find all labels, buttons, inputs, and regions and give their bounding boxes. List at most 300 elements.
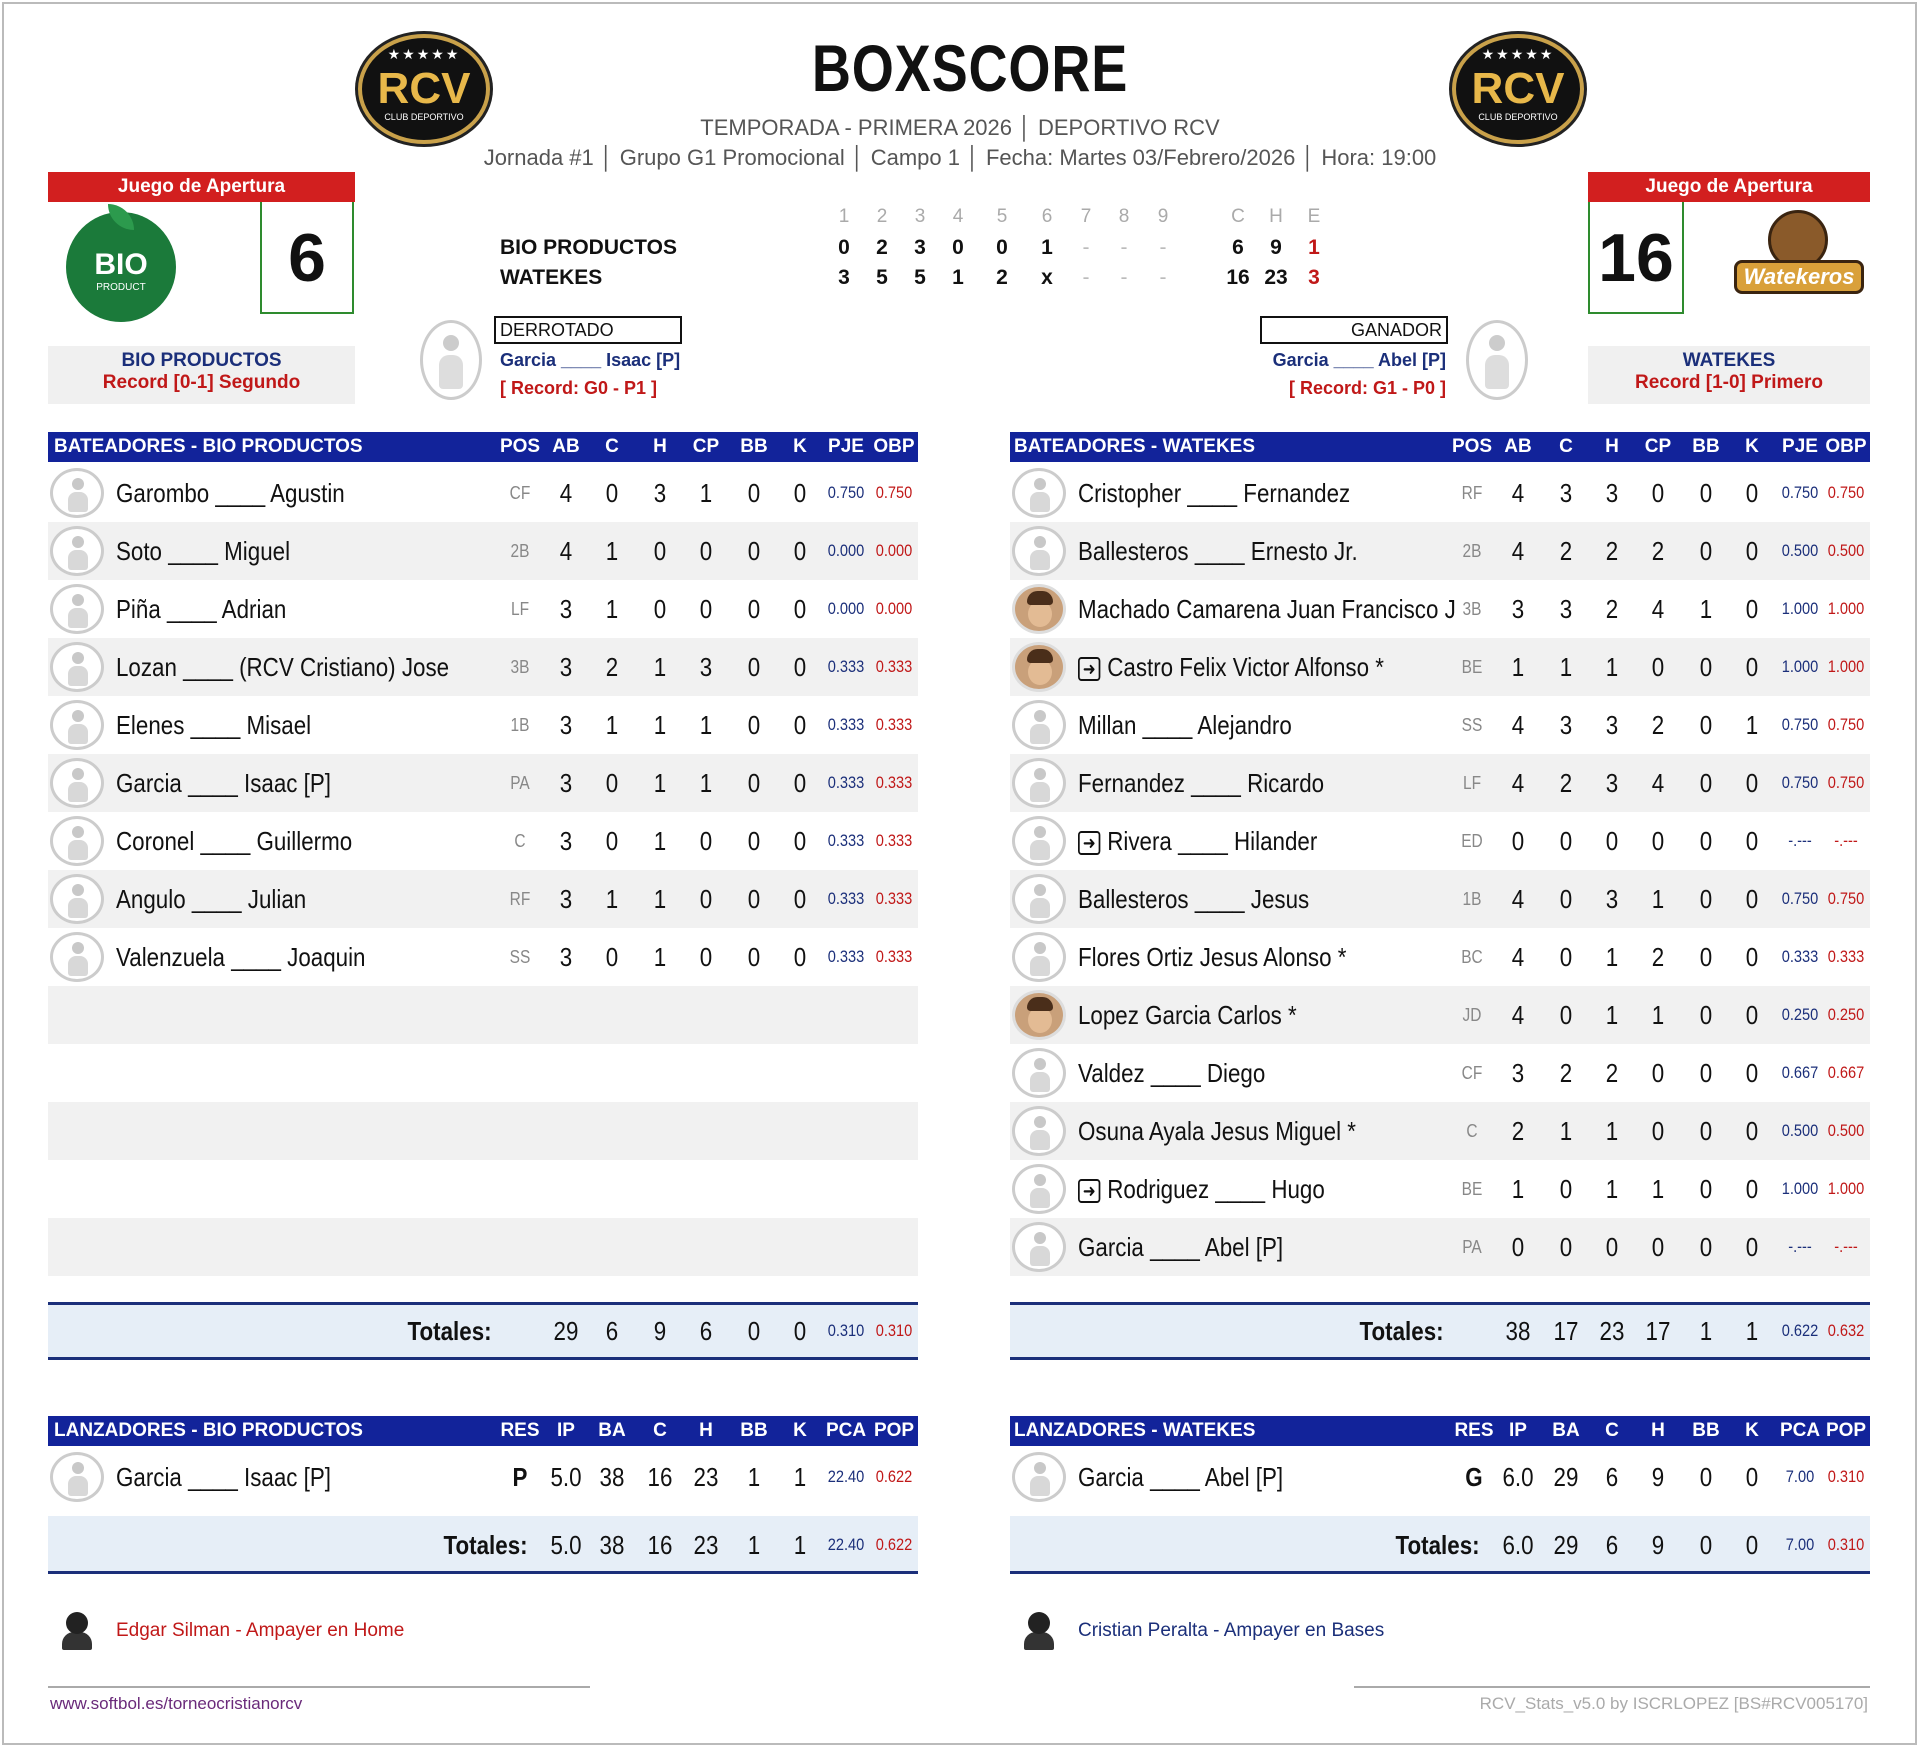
player-avatar-icon xyxy=(50,874,104,924)
totals-row xyxy=(1010,1302,1870,1360)
stat-h: 2 xyxy=(1605,1058,1619,1088)
stat-ab: 2 xyxy=(1511,1116,1525,1146)
total-bb: 0 xyxy=(747,1316,761,1346)
home-team-record: Record [1-0] Primero xyxy=(1635,372,1823,393)
stat-pje: 0.333 xyxy=(827,831,865,850)
watekeros-logo xyxy=(1734,210,1864,310)
player-name xyxy=(1078,522,1358,580)
stat-pos: 2B xyxy=(1462,541,1482,561)
away-team-name: BIO PRODUCTOS xyxy=(121,350,282,371)
player-name xyxy=(1078,696,1292,754)
stat-ab: 4 xyxy=(1511,536,1525,566)
player-avatar-icon xyxy=(1012,1048,1066,1098)
column-header: CP xyxy=(1644,436,1672,457)
stat-cp: 4 xyxy=(1651,594,1665,624)
inning-run: 3 xyxy=(838,266,850,289)
stat-h: 3 xyxy=(1605,884,1619,914)
logo-text: RCV xyxy=(377,64,471,113)
stat-c: 0 xyxy=(605,942,619,972)
table-row xyxy=(48,754,918,812)
stat-pje: 0.500 xyxy=(1781,1121,1819,1140)
stat-pje: 0.750 xyxy=(827,483,865,502)
stat-cp: 1 xyxy=(699,768,713,798)
player-name-text: Elenes ____ Misael xyxy=(116,710,312,740)
player-name-text: Millan ____ Alejandro xyxy=(1078,710,1292,740)
total-pje: 0.310 xyxy=(827,1321,865,1340)
stat-pos: C xyxy=(514,831,526,851)
stat-bb: 0 xyxy=(747,768,761,798)
table-row xyxy=(1010,1044,1870,1102)
substitute-arrow-icon: ➜ xyxy=(1078,1179,1100,1203)
ls-team-name-0: BIO PRODUCTOS xyxy=(500,236,677,259)
stat-c: 0 xyxy=(605,826,619,856)
logo-stars: ★★★★★ xyxy=(387,46,461,62)
stat-cp: 0 xyxy=(1651,1232,1665,1262)
stat-bb: 0 xyxy=(1699,826,1713,856)
loser-avatar-icon xyxy=(420,320,482,400)
substitute-arrow-icon: ➜ xyxy=(1078,657,1100,681)
home-team-name: WATEKES xyxy=(1682,350,1776,371)
stat-pos: LF xyxy=(1462,773,1482,793)
stat-pos: RF xyxy=(509,889,531,909)
player-name-text: Garcia ____ Isaac [P] xyxy=(116,768,332,798)
total-obp: 0.310 xyxy=(875,1321,913,1340)
empty-row xyxy=(48,1044,918,1102)
stat-h: 1 xyxy=(653,710,667,740)
stat-k: 0 xyxy=(793,884,807,914)
stat-pos: PA xyxy=(1462,1237,1482,1257)
player-avatar-icon xyxy=(1012,1164,1066,1214)
stat-bb: 0 xyxy=(747,594,761,624)
stat-cp: 1 xyxy=(699,710,713,740)
logo-text: RCV xyxy=(1471,64,1565,113)
total-header: H xyxy=(1269,206,1283,227)
stat-bb: 0 xyxy=(1699,1116,1713,1146)
stat-k: 0 xyxy=(793,478,807,508)
column-header: RES xyxy=(1454,1420,1494,1441)
pstat-ip: 6.0 xyxy=(1502,1462,1534,1492)
player-avatar-icon xyxy=(1012,816,1066,866)
stat-k: 0 xyxy=(1745,1058,1759,1088)
column-header: PJE xyxy=(828,436,864,457)
stat-c: 1 xyxy=(605,594,619,624)
table-row xyxy=(48,464,918,522)
stat-bb: 0 xyxy=(747,652,761,682)
player-avatar-icon xyxy=(1012,468,1066,518)
inning-run: 5 xyxy=(876,266,888,289)
player-name-text: Coronel ____ Guillermo xyxy=(116,826,353,856)
ptotal-bb: 1 xyxy=(747,1530,761,1560)
ptotal-ba: 29 xyxy=(1553,1530,1579,1560)
inning-run: - xyxy=(1120,236,1128,259)
stat-cp: 0 xyxy=(699,536,713,566)
stat-ab: 4 xyxy=(559,478,573,508)
player-avatar-icon xyxy=(50,758,104,808)
stat-bb: 0 xyxy=(1699,942,1713,972)
pitching-totals-label: Totales: xyxy=(443,1530,528,1560)
player-name xyxy=(1078,1160,1325,1218)
stat-pje: 0.250 xyxy=(1781,1005,1819,1024)
stat-obp: -.--- xyxy=(1834,1237,1858,1256)
stat-cp: 3 xyxy=(699,652,713,682)
stat-c: 1 xyxy=(1559,652,1573,682)
player-name xyxy=(1078,812,1317,870)
player-avatar-icon xyxy=(1012,932,1066,982)
player-avatar-icon xyxy=(1012,758,1066,808)
table-row xyxy=(48,696,918,754)
player-avatar-icon xyxy=(50,526,104,576)
column-header: H xyxy=(1605,436,1619,457)
line-total-h: 23 xyxy=(1264,266,1288,289)
pstat-c: 16 xyxy=(647,1462,673,1492)
column-header: C xyxy=(1605,1420,1619,1441)
total-cp: 17 xyxy=(1645,1316,1671,1346)
stat-pje: -.--- xyxy=(1788,1237,1812,1256)
stat-k: 0 xyxy=(1745,1000,1759,1030)
player-name xyxy=(116,638,449,696)
stat-pos: BC xyxy=(1461,947,1483,967)
column-header: C xyxy=(1559,436,1573,457)
player-name xyxy=(116,754,331,812)
ptotal-pop: 0.622 xyxy=(875,1535,913,1554)
loser-decision: DERROTADO xyxy=(494,316,682,344)
stat-bb: 0 xyxy=(1699,1232,1713,1262)
stat-k: 0 xyxy=(1745,1116,1759,1146)
table-row xyxy=(1010,1218,1870,1276)
player-avatar-icon xyxy=(50,642,104,692)
inning-run: 0 xyxy=(952,236,964,259)
stat-pje: 0.750 xyxy=(1781,483,1819,502)
stat-obp: 0.500 xyxy=(1827,541,1865,560)
inning-header: 2 xyxy=(876,206,888,227)
stat-obp: 0.750 xyxy=(1827,889,1865,908)
page-title: BOXSCORE xyxy=(811,31,1129,105)
column-header: OBP xyxy=(873,436,915,457)
ptotal-ip: 6.0 xyxy=(1502,1530,1534,1560)
inning-run: 0 xyxy=(996,236,1008,259)
stat-cp: 0 xyxy=(1651,1058,1665,1088)
stat-k: 0 xyxy=(793,826,807,856)
stat-pos: SS xyxy=(509,947,531,967)
pstat-ip: 5.0 xyxy=(550,1462,582,1492)
player-name-text: Soto ____ Miguel xyxy=(116,536,291,566)
stat-pos: 2B xyxy=(510,541,530,561)
total-cp: 6 xyxy=(699,1316,713,1346)
stat-bb: 0 xyxy=(747,710,761,740)
player-name xyxy=(116,928,365,986)
stat-pos: 3B xyxy=(510,657,530,677)
pstat-bb: 0 xyxy=(1699,1462,1713,1492)
pstat-k: 1 xyxy=(793,1462,807,1492)
stat-obp: 1.000 xyxy=(1827,599,1865,618)
table-row xyxy=(1010,522,1870,580)
column-header: K xyxy=(1745,1420,1759,1441)
stat-h: 0 xyxy=(1605,1232,1619,1262)
stat-k: 0 xyxy=(793,942,807,972)
pitcher-avatar-icon xyxy=(50,1452,104,1502)
stat-h: 0 xyxy=(1605,826,1619,856)
empty-row xyxy=(48,1218,918,1276)
stat-pje: 0.750 xyxy=(1781,889,1819,908)
player-name xyxy=(1078,1102,1356,1160)
stat-h: 1 xyxy=(653,768,667,798)
stat-c: 0 xyxy=(605,478,619,508)
pitcher-name: Garcia ____ Abel [P] xyxy=(1078,1462,1284,1492)
player-avatar-icon xyxy=(50,584,104,634)
stat-bb: 0 xyxy=(747,884,761,914)
stat-h: 3 xyxy=(1605,768,1619,798)
inning-run: 5 xyxy=(914,266,926,289)
stat-bb: 0 xyxy=(1699,478,1713,508)
stat-ab: 3 xyxy=(559,884,573,914)
watekeros-logo-text: Watekeros xyxy=(1734,260,1864,294)
empty-row xyxy=(48,1160,918,1218)
pstat-pop: 0.622 xyxy=(875,1467,913,1486)
column-header: BB xyxy=(740,436,768,457)
stat-ab: 3 xyxy=(559,594,573,624)
player-name xyxy=(1078,986,1297,1044)
ptotal-c: 16 xyxy=(647,1530,673,1560)
stat-cp: 0 xyxy=(1651,1116,1665,1146)
stat-ab: 3 xyxy=(559,652,573,682)
pstat-pop: 0.310 xyxy=(1827,1467,1865,1486)
stat-bb: 0 xyxy=(1699,884,1713,914)
stat-c: 2 xyxy=(1559,536,1573,566)
home-score: 16 xyxy=(1588,202,1684,314)
totals-label: Totales: xyxy=(407,1316,492,1346)
bio-logo-sub: PRODUCT xyxy=(96,282,146,293)
stat-c: 0 xyxy=(1559,884,1573,914)
pstat-k: 0 xyxy=(1745,1462,1759,1492)
ptotal-ip: 5.0 xyxy=(550,1530,582,1560)
column-header: POP xyxy=(873,1420,915,1441)
stat-cp: 4 xyxy=(1651,768,1665,798)
stat-cp: 1 xyxy=(1651,1174,1665,1204)
table-row xyxy=(1010,580,1870,638)
stat-pos: JD xyxy=(1462,1005,1482,1025)
table-row xyxy=(48,580,918,638)
table-row xyxy=(1010,812,1870,870)
stat-c: 3 xyxy=(1559,594,1573,624)
column-header: H xyxy=(1651,1420,1665,1441)
stat-obp: 0.000 xyxy=(875,599,913,618)
stat-pos: BE xyxy=(1461,657,1483,677)
umpire-bases: Cristian Peralta - Ampayer en Bases xyxy=(1078,1620,1385,1641)
stat-k: 0 xyxy=(1745,594,1759,624)
stat-k: 0 xyxy=(1745,942,1759,972)
stat-pje: 0.000 xyxy=(827,541,865,560)
season-line: TEMPORADA - PRIMERA 2026 │ DEPORTIVO RCV xyxy=(700,115,1220,140)
stat-bb: 0 xyxy=(1699,768,1713,798)
player-name-text: Piña ____ Adrian xyxy=(116,594,287,624)
inning-header: 9 xyxy=(1157,206,1169,227)
stat-h: 0 xyxy=(653,594,667,624)
stat-obp: 0.750 xyxy=(1827,483,1865,502)
pstat-c: 6 xyxy=(1605,1462,1619,1492)
stat-cp: 0 xyxy=(1651,826,1665,856)
stat-obp: -.--- xyxy=(1834,831,1858,850)
stat-pos: CF xyxy=(509,483,531,503)
player-name-text: Flores Ortiz Jesus Alonso * xyxy=(1078,942,1347,972)
player-avatar-icon xyxy=(50,468,104,518)
inning-run: - xyxy=(1120,266,1128,289)
player-avatar-icon xyxy=(50,816,104,866)
stat-c: 0 xyxy=(1559,942,1573,972)
player-name-text: Valenzuela ____ Joaquin xyxy=(116,942,366,972)
stat-k: 0 xyxy=(1745,826,1759,856)
home-tag: Juego de Apertura xyxy=(1588,172,1870,202)
inning-run: x xyxy=(1041,266,1053,289)
stat-pje: 0.333 xyxy=(827,889,865,908)
stat-c: 3 xyxy=(1559,478,1573,508)
empty-row xyxy=(48,1102,918,1160)
column-header: AB xyxy=(1504,436,1532,457)
stat-c: 0 xyxy=(1559,1174,1573,1204)
stat-bb: 0 xyxy=(1699,1174,1713,1204)
stat-h: 3 xyxy=(1605,710,1619,740)
stat-pos: RF xyxy=(1461,483,1483,503)
stat-c: 1 xyxy=(1559,1116,1573,1146)
table-row xyxy=(1010,928,1870,986)
table-row xyxy=(1010,696,1870,754)
column-header: C xyxy=(605,436,619,457)
player-name xyxy=(116,580,286,638)
inning-run: 3 xyxy=(914,236,926,259)
pstat-h: 9 xyxy=(1651,1462,1665,1492)
stat-pje: 1.000 xyxy=(1781,599,1819,618)
column-header: AB xyxy=(552,436,580,457)
player-name-text: Fernandez ____ Ricardo xyxy=(1078,768,1325,798)
substitute-arrow-icon: ➜ xyxy=(1078,831,1100,855)
stat-k: 0 xyxy=(793,710,807,740)
inning-run: - xyxy=(1159,266,1167,289)
stat-obp: 0.250 xyxy=(1827,1005,1865,1024)
player-name xyxy=(116,522,290,580)
inning-run: - xyxy=(1082,266,1090,289)
pstat-ba: 29 xyxy=(1553,1462,1579,1492)
table-row xyxy=(48,928,918,986)
stat-ab: 1 xyxy=(1511,1174,1525,1204)
stat-obp: 0.333 xyxy=(1827,947,1865,966)
pitcher-row xyxy=(48,1448,918,1506)
ptotal-h: 9 xyxy=(1651,1530,1665,1560)
ptotal-pca: 22.40 xyxy=(827,1535,865,1554)
player-name-text: Valdez ____ Diego xyxy=(1078,1058,1266,1088)
stat-pos: ED xyxy=(1461,831,1483,851)
totals-row xyxy=(48,1302,918,1360)
stat-k: 0 xyxy=(1745,478,1759,508)
stat-ab: 4 xyxy=(1511,478,1525,508)
total-h: 23 xyxy=(1599,1316,1625,1346)
rcv-logo-left xyxy=(358,34,490,144)
stat-pje: 0.750 xyxy=(1781,773,1819,792)
inning-header: 6 xyxy=(1041,206,1053,227)
footer-version: RCV_Stats_v5.0 by ISCRLOPEZ [BS#RCV005170] xyxy=(1479,1694,1868,1713)
pstat-res: G xyxy=(1465,1462,1483,1492)
column-header: K xyxy=(793,1420,807,1441)
inning-header: 7 xyxy=(1080,206,1092,227)
winner-pitcher: Garcia ____ Abel [P] xyxy=(1272,350,1446,370)
player-avatar-icon xyxy=(1012,874,1066,924)
stat-ab: 3 xyxy=(1511,594,1525,624)
stat-pje: 0.333 xyxy=(827,947,865,966)
stat-k: 0 xyxy=(793,536,807,566)
ptotal-c: 6 xyxy=(1605,1530,1619,1560)
ptotal-pop: 0.310 xyxy=(1827,1535,1865,1554)
logo-club: CLUB DEPORTIVO xyxy=(384,112,464,122)
stat-obp: 0.667 xyxy=(1827,1063,1865,1082)
footer-divider-right xyxy=(1354,1686,1870,1688)
pitcher-row xyxy=(1010,1448,1870,1506)
player-name xyxy=(1078,754,1324,812)
empty-row xyxy=(48,986,918,1044)
player-name xyxy=(1078,1218,1283,1276)
stat-obp: 0.333 xyxy=(875,773,913,792)
umpire-home: Edgar Silman - Ampayer en Home xyxy=(116,1620,405,1641)
player-name-text: Ballesteros ____ Ernesto Jr. xyxy=(1078,536,1358,566)
ptotal-k: 0 xyxy=(1745,1530,1759,1560)
stat-obp: 0.750 xyxy=(1827,773,1865,792)
home-pitching-title: LANZADORES - WATEKES xyxy=(1014,1420,1256,1441)
winner-avatar-icon xyxy=(1466,320,1528,400)
player-name-text: Machado Camarena Juan Francisco J xyxy=(1078,594,1456,624)
stat-pos: 1B xyxy=(1462,889,1482,909)
inning-header: 8 xyxy=(1118,206,1130,227)
total-ab: 38 xyxy=(1505,1316,1531,1346)
stat-cp: 2 xyxy=(1651,536,1665,566)
column-header: BB xyxy=(1692,1420,1720,1441)
stat-c: 2 xyxy=(1559,1058,1573,1088)
table-row xyxy=(1010,1160,1870,1218)
stat-obp: 1.000 xyxy=(1827,657,1865,676)
away-pitching-header xyxy=(48,1416,918,1446)
player-avatar-icon xyxy=(1012,642,1066,692)
column-header: PJE xyxy=(1782,436,1818,457)
stat-ab: 1 xyxy=(1511,652,1525,682)
stat-cp: 2 xyxy=(1651,710,1665,740)
inning-header: 1 xyxy=(838,206,850,227)
stat-obp: 0.000 xyxy=(875,541,913,560)
column-header: C xyxy=(653,1420,667,1441)
player-avatar-icon xyxy=(50,700,104,750)
column-header: RES xyxy=(500,1420,540,1441)
ls-team-name-1: WATEKES xyxy=(500,266,603,289)
stat-bb: 0 xyxy=(747,536,761,566)
umpire-home-icon xyxy=(60,1612,94,1652)
stat-pos: LF xyxy=(510,599,530,619)
stat-k: 0 xyxy=(1745,884,1759,914)
inning-header: 4 xyxy=(952,206,964,227)
player-name xyxy=(1078,928,1346,986)
pstat-res: P xyxy=(512,1462,528,1492)
column-header: CP xyxy=(692,436,720,457)
player-avatar-icon xyxy=(1012,1106,1066,1156)
bio-logo-text: BIO xyxy=(94,248,148,281)
table-row xyxy=(1010,1102,1870,1160)
stat-h: 2 xyxy=(1605,594,1619,624)
stat-ab: 3 xyxy=(559,710,573,740)
stat-obp: 0.500 xyxy=(1827,1121,1865,1140)
line-total-e: 3 xyxy=(1308,266,1320,289)
table-row xyxy=(1010,754,1870,812)
loser-pitcher: Garcia ____ Isaac [P] xyxy=(500,350,681,370)
footer-url[interactable]: www.softbol.es/torneocristianorcv xyxy=(50,1694,303,1713)
stat-h: 1 xyxy=(1605,942,1619,972)
player-name xyxy=(1078,638,1384,696)
away-team-label xyxy=(48,346,355,404)
stat-pje: 0.000 xyxy=(827,599,865,618)
stat-c: 0 xyxy=(605,768,619,798)
